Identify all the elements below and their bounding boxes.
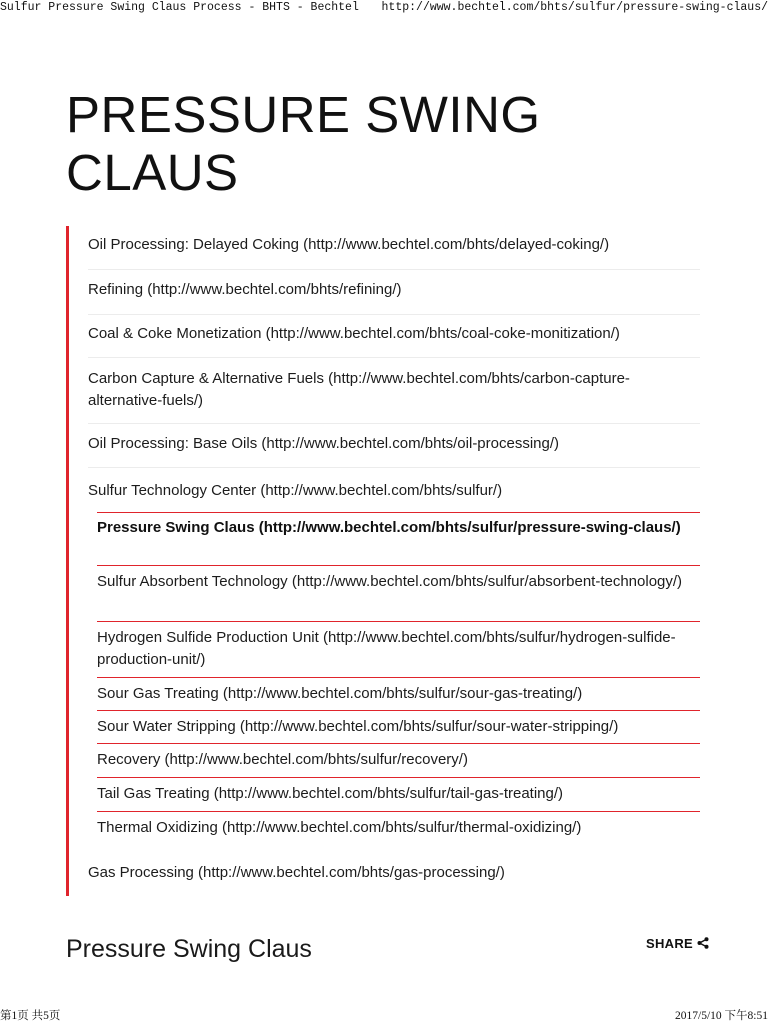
sub-nav-item-label: Thermal Oxidizing (http://www.bechtel.com/bhts/sulfur/thermal-oxidizing/)	[97, 819, 582, 836]
sub-nav-item-label: Recovery (http://www.bechtel.com/bhts/sulfur/recovery/)	[97, 751, 468, 768]
print-header-title: Sulfur Pressure Swing Claus Process - BHTS - Bechtel	[0, 1, 359, 14]
section-title: Pressure Swing Claus	[66, 935, 312, 963]
sub-nav-item-label: Sour Water Stripping (http://www.bechtel.com/bhts/sulfur/sour-water-stripping/)	[97, 718, 619, 735]
nav-item-gas-processing[interactable]	[88, 862, 700, 888]
share-icon	[697, 937, 709, 949]
nav-item-coal-coke[interactable]	[88, 323, 700, 358]
sub-nav-item-label: Tail Gas Treating (http://www.bechtel.com/bhts/sulfur/tail-gas-treating/)	[97, 785, 564, 802]
page-title	[66, 86, 626, 202]
sub-nav-item-sour-water-stripping[interactable]	[97, 712, 700, 744]
print-footer	[0, 1008, 768, 1024]
nav-item-refining[interactable]	[88, 279, 700, 315]
nav-item-label: Refining (http://www.bechtel.com/bhts/refining/)	[88, 281, 402, 298]
sub-nav-item-recovery[interactable]	[97, 745, 700, 778]
nav-item-sulfur-technology-center[interactable]	[88, 480, 700, 510]
print-header-url: http://www.bechtel.com/bhts/sulfur/pressure-swing-claus/	[381, 1, 768, 14]
sub-nav-item-tail-gas-treating[interactable]	[97, 779, 700, 812]
sub-nav-item-label: Hydrogen Sulfide Production Unit (http://www.bechtel.com/bhts/sulfur/hydrogen-sulfide-production-unit/)	[97, 629, 676, 668]
nav-item-label: Gas Processing (http://www.bechtel.com/bhts/gas-processing/)	[88, 864, 505, 881]
nav-item-label: Sulfur Technology Center (http://www.bechtel.com/bhts/sulfur/)	[88, 482, 503, 499]
nav-item-base-oils[interactable]	[88, 433, 700, 468]
share-label: SHARE	[646, 935, 694, 951]
page-count: 第1页 共5页	[0, 1010, 61, 1022]
nav-item-label: Coal & Coke Monetization (http://www.bechtel.com/bhts/coal-coke-monitization/)	[88, 325, 620, 342]
sub-nav-item-thermal-oxidizing[interactable]	[97, 813, 700, 846]
page-title-line-1: PRESSURE SWING	[66, 86, 541, 143]
sub-nav-item-sour-gas-treating[interactable]	[97, 679, 700, 711]
sub-nav-item-absorbent-technology[interactable]	[97, 567, 700, 622]
sub-nav-item-hydrogen-sulfide[interactable]	[97, 623, 700, 678]
sub-nav-item-label: Pressure Swing Claus (http://www.bechtel.com/bhts/sulfur/pressure-swing-claus/)	[97, 519, 681, 536]
sub-nav-item-label: Sour Gas Treating (http://www.bechtel.com/bhts/sulfur/sour-gas-treating/)	[97, 685, 583, 702]
sub-nav-item-pressure-swing-claus[interactable]	[97, 512, 700, 566]
nav-item-label: Oil Processing: Delayed Coking (http://www.bechtel.com/bhts/delayed-coking/)	[88, 236, 610, 253]
nav-item-label: Carbon Capture & Alternative Fuels (http://www.bechtel.com/bhts/carbon-capture-alternative-fuels/)	[88, 370, 630, 409]
section-nav	[66, 226, 700, 896]
nav-item-carbon-capture[interactable]	[88, 368, 700, 424]
page-title-line-2: CLAUS	[66, 144, 239, 201]
nav-item-delayed-coking[interactable]	[88, 234, 700, 270]
print-timestamp: 2017/5/10 下午8:51	[675, 1010, 768, 1022]
print-header	[0, 0, 768, 16]
nav-item-label: Oil Processing: Base Oils (http://www.bechtel.com/bhts/oil-processing/)	[88, 435, 560, 452]
sub-nav-item-label: Sulfur Absorbent Technology (http://www.bechtel.com/bhts/sulfur/absorbent-technology/)	[97, 573, 683, 590]
share-button[interactable]	[646, 934, 709, 952]
